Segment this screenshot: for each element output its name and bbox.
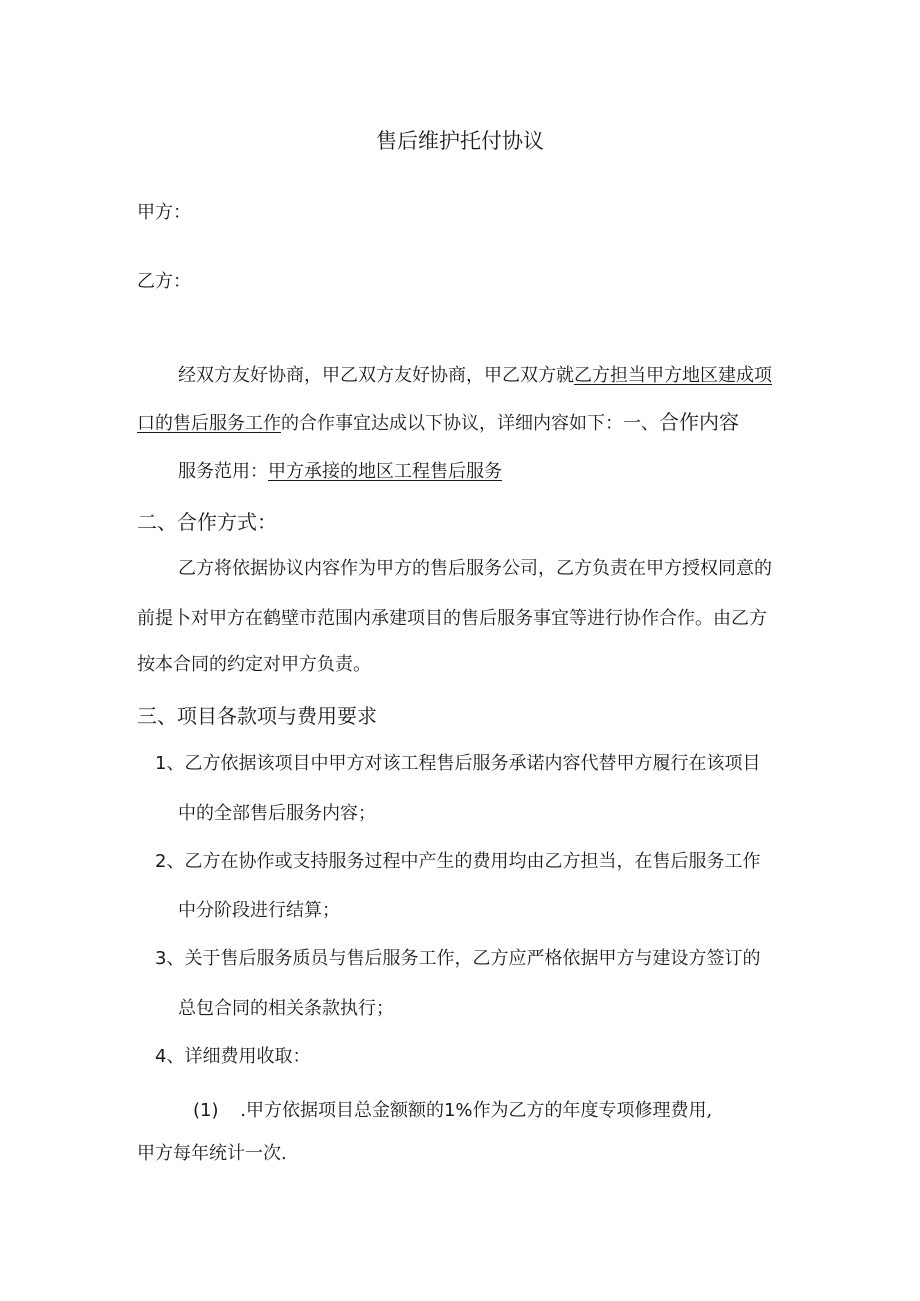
list-item-number: 1、 xyxy=(155,753,185,774)
service-scope xyxy=(178,460,502,484)
sub-item-1 xyxy=(193,1099,712,1123)
list-item-3 xyxy=(155,947,760,971)
service-scope-value: 甲方承接的地区工程售后服务 xyxy=(268,461,502,482)
sub-item-percent: 1% xyxy=(443,1100,473,1121)
party-a-label: 甲方： xyxy=(137,202,191,223)
list-item-2 xyxy=(155,850,760,874)
document-title: 售后维护托付协议 xyxy=(376,129,544,153)
list-item-number: 4、 xyxy=(155,1046,185,1067)
list-item-4 xyxy=(155,1045,310,1069)
sub-item-text: .甲方依据项目总金额额的 xyxy=(240,1100,444,1121)
party-b-label: 乙方： xyxy=(137,271,191,292)
list-item-1-cont: 中的全部售后服务内容； xyxy=(178,803,376,824)
sub-item-1-cont: 甲方每年统计一次. xyxy=(137,1143,287,1164)
intro-underlined-subject-cont: 口的售后服务工作 xyxy=(137,413,281,434)
list-item-3-cont: 总包合同的相关条款执行； xyxy=(178,998,394,1019)
sub-item-number: (1) xyxy=(193,1100,219,1121)
list-item-2-cont: 中分阶段进行结算； xyxy=(178,900,340,921)
service-scope-label: 服务范用： xyxy=(178,461,268,482)
list-item-text: 关于售后服务质员与售后服务工作，乙方应严格依据甲方与建设方签订的 xyxy=(184,948,761,969)
section3-heading: 三、项目各款项与费用要求 xyxy=(137,704,377,728)
section1-heading: 合作内容 xyxy=(659,410,739,434)
list-item-number: 2、 xyxy=(155,851,185,872)
list-item-1 xyxy=(155,752,760,776)
section2-paragraph-line-1: 乙方将依据协议内容作为甲方的售后服务公司，乙方负责在甲方授权同意的 xyxy=(178,558,772,579)
list-item-text: 乙方在协作或支持服务过程中产生的费用均由乙方担当，在售后服务工作 xyxy=(184,851,761,872)
list-item-text: 乙方依据该项目中甲方对该工程售后服务承诺内容代替甲方履行在该项目 xyxy=(184,753,761,774)
list-item-number: 3、 xyxy=(155,948,185,969)
intro-line-2 xyxy=(137,410,739,436)
section2-heading: 二、合作方式： xyxy=(137,510,277,534)
intro-line-1 xyxy=(178,364,772,388)
intro-text-cont: 的合作事宜达成以下协议，详细内容如下：一、 xyxy=(281,413,659,434)
intro-text: 经双方友好协商，甲乙双方友好协商，甲乙双方就 xyxy=(178,365,574,386)
sub-item-text-cont: 作为乙方的年度专项修理费用, xyxy=(472,1100,713,1121)
section2-paragraph-line-3: 按本合同的约定对甲方负责。 xyxy=(137,654,371,675)
list-item-text: 详细费用收取： xyxy=(184,1046,311,1067)
section2-paragraph-line-2: 前提卜对甲方在鹤壁市范围内承建项目的售后服务事宜等进行协作合作。由乙方 xyxy=(137,608,767,629)
intro-underlined-subject: 乙方担当甲方地区建成项 xyxy=(574,365,772,386)
